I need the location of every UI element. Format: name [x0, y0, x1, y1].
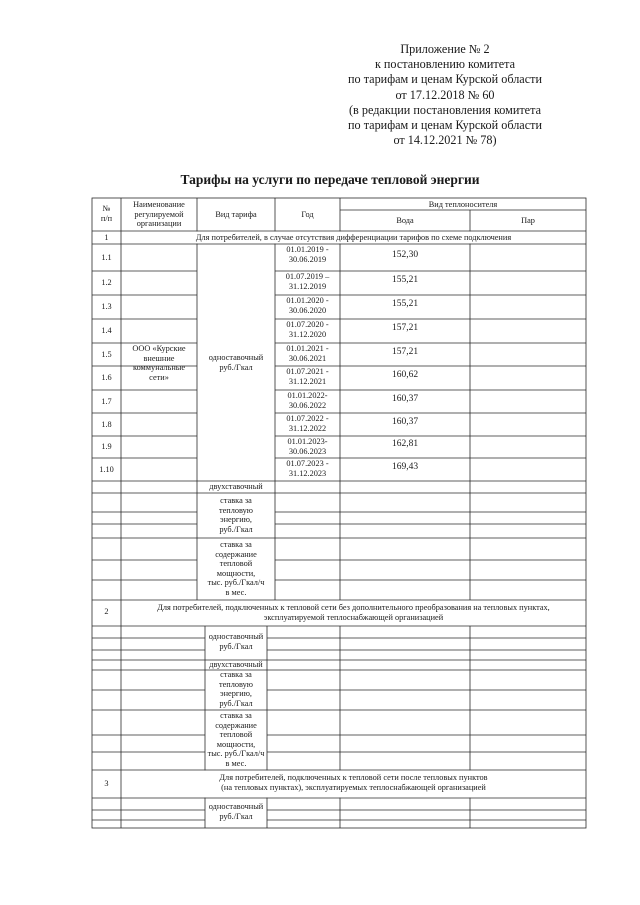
- heat-energy-rate-1: ставка за тепловую энергию, руб./Гкал: [218, 496, 254, 534]
- heat-energy-rate-2: ставка за тепловую энергию, руб./Гкал: [218, 670, 254, 708]
- col-header-water: Вода: [396, 216, 414, 225]
- section-1-number: 1: [104, 233, 109, 242]
- document-title: Тарифы на услуги по передаче тепловой энергии: [180, 172, 480, 187]
- section-3-number: 3: [104, 779, 109, 788]
- row-water-value: 162,81: [391, 439, 419, 449]
- row-period: 01.07.2021 - 31.12.2021: [286, 367, 329, 386]
- capacity-rate-1: ставка за содержание тепловой мощности, тыс. руб./Гкал/ч в мес.: [207, 540, 265, 597]
- row-period: 01.01.2019 - 30.06.2019: [286, 245, 329, 264]
- header-line: от 14.12.2021 № 78): [393, 133, 497, 148]
- header-line: от 17.12.2018 № 60: [395, 87, 495, 102]
- row-water-value: 160,62: [391, 370, 419, 380]
- section-1-description: Для потребителей, в случае отсутствия дифференциации тарифов по схеме подключения: [195, 233, 512, 242]
- col-header-number: [92, 204, 121, 223]
- row-number: 1.6: [101, 373, 112, 382]
- organization-name: ООО «Курские внешние коммунальные сети»: [132, 344, 186, 382]
- col-header-steam: Пар: [521, 216, 535, 225]
- tariff-two-part-2: двухставочный: [209, 660, 263, 669]
- row-number: 1.10: [99, 464, 114, 474]
- header-line: (в редакции постановления комитета: [349, 102, 541, 117]
- header-line: к постановлению комитета: [374, 57, 516, 72]
- row-number: 1.4: [101, 326, 112, 335]
- tariff-one-part-1: одноставочный руб./Гкал: [208, 353, 264, 372]
- row-number: 1.5: [101, 349, 112, 359]
- section-3-description: Для потребителей, подключенных к тепловой сети после тепловых пунктов (на тепловых пунктах), эксплуатируемых теплоснабжающей организацией: [219, 773, 488, 792]
- row-water-value: 157,21: [391, 323, 419, 333]
- header-line: по тарифам и ценам Курской области: [348, 72, 542, 87]
- row-period: 01.07.2019 – 31.12.2019: [285, 272, 330, 291]
- section-2-number: 2: [104, 607, 109, 616]
- col-header-organization-text: Наименование регулируемой организации: [133, 200, 185, 229]
- tariff-two-part-1: двухставочный: [209, 482, 263, 491]
- header-line: Приложение № 2: [400, 42, 490, 56]
- row-period: 01.01.2021 - 30.06.2021: [286, 344, 329, 363]
- col-header-year: Год: [301, 210, 314, 219]
- row-period: 01.07.2020 - 31.12.2020: [286, 320, 329, 339]
- col-header-organization: [121, 200, 197, 229]
- col-header-carrier: Вид теплоносителя: [428, 200, 498, 209]
- row-water-value: 160,37: [391, 416, 419, 427]
- row-number: 1.3: [101, 302, 112, 311]
- row-period: 01.07.2022 - 31.12.2022: [286, 414, 329, 433]
- row-period: 01.01.2020 - 30.06.2020: [286, 296, 329, 315]
- section-2-description: Для потребителей, подключенных к тепловой сети без дополнительного преобразования на тепловых пунктах, эксплуатируемой теплоснабжающей организацией: [157, 603, 550, 622]
- col-header-number-text: № п/п: [100, 204, 113, 223]
- row-water-value: 152,30: [391, 249, 419, 260]
- col-header-tariff-type: Вид тарифа: [215, 210, 257, 219]
- capacity-rate-2: ставка за содержание тепловой мощности, тыс. руб./Гкал/ч в мес.: [207, 711, 265, 768]
- tariff-one-part-2: одноставочный руб./Гкал: [208, 632, 264, 651]
- row-number: 1.8: [101, 419, 112, 429]
- row-period: 01.01.2023- 30.06.2023: [287, 437, 328, 456]
- row-number: 1.7: [101, 396, 112, 406]
- row-water-value: 155,21: [391, 275, 419, 285]
- row-number: 1.9: [101, 442, 112, 451]
- row-water-value: 155,21: [391, 299, 419, 309]
- row-period: 01.01.2022- 30.06.2022: [287, 391, 328, 410]
- tariff-one-part-3: одноставочный руб./Гкал: [208, 802, 264, 821]
- row-water-value: 160,37: [391, 393, 419, 404]
- row-number: 1.2: [101, 278, 112, 287]
- row-water-value: 157,21: [391, 346, 419, 357]
- row-number: 1.1: [101, 252, 112, 262]
- row-water-value: 169,43: [391, 461, 419, 472]
- row-period: 01.07.2023 - 31.12.2023: [286, 459, 329, 478]
- header-line: по тарифам и ценам Курской области: [348, 118, 542, 133]
